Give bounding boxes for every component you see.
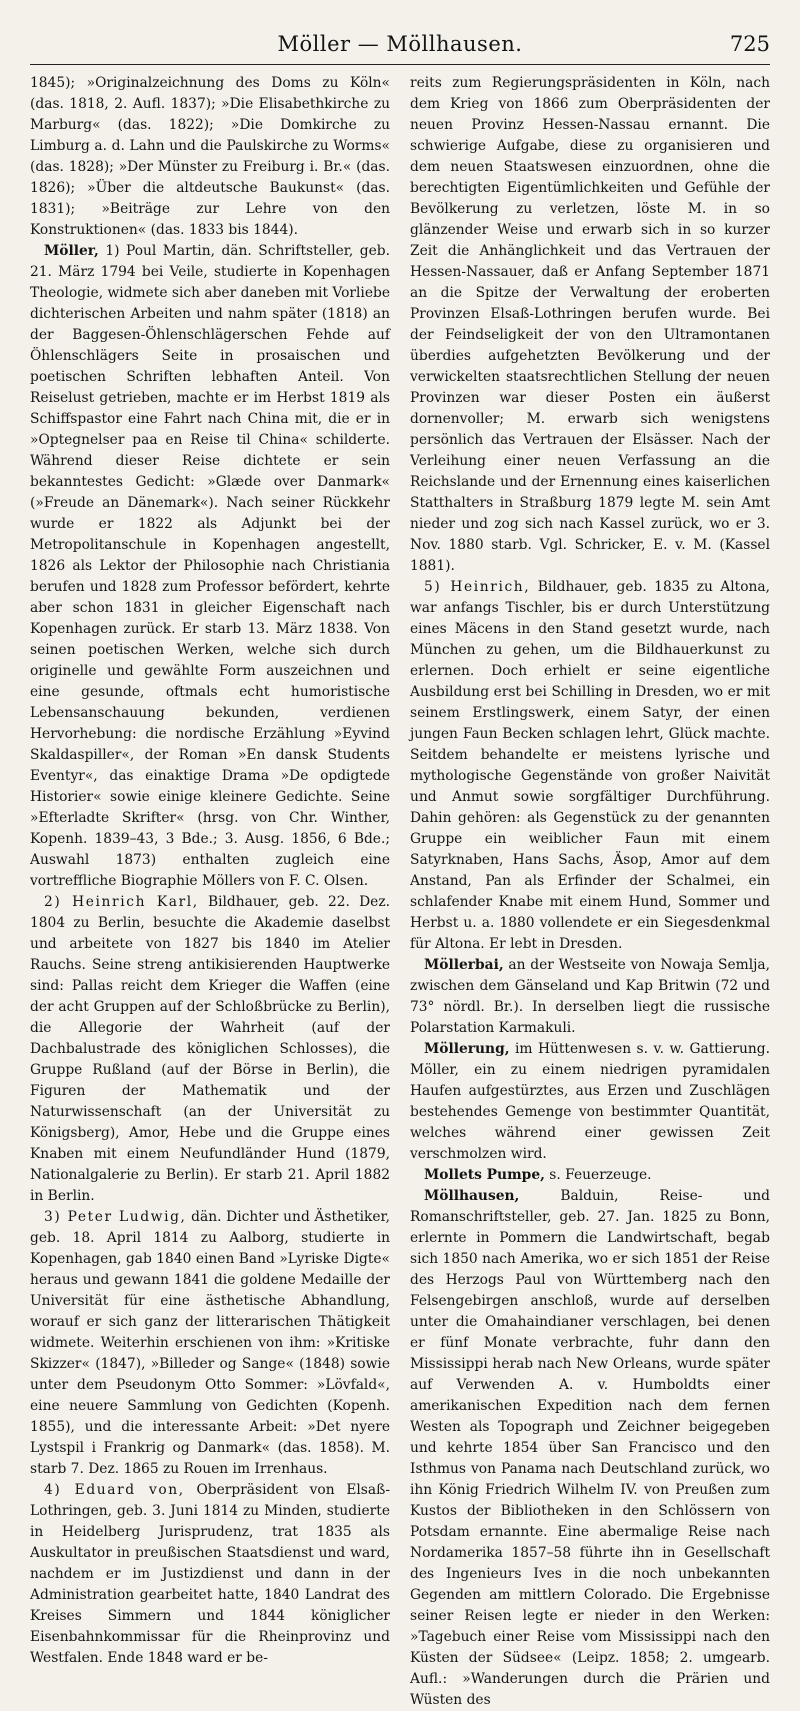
sub-entry-name: 5) Heinrich,: [424, 579, 531, 595]
headword: Möllerbai,: [424, 957, 504, 973]
entry-text: Bildhauer, geb. 1835 zu Altona, war anfangs Tischler, bis er durch Unterstützung eines Mäcens in den Stand gesetzt wurde, nach München zu gehen, um die Bildhauerkunst zu erlernen. Doch erhielt er seine eigentliche Ausbildung erst bei Schilling in Dresden, wo er mit seinem Erstlingswerk, einem Satyr, der einen jungen Faun Becken schlagen lehrt, Glück machte. Seitdem behandelte er meistens lyrische und mythologische Gegenstände von großer Naivität und Anmut sowie sorgfältiger Durchführung. Dahin gehören: als Gegenstück zu der genannten Gruppe ein weiblicher Faun mit einem Satyrknaben, Hans Sachs, Äsop, Amor auf dem Anstand, Pan als Erfinder der Schalmei, ein schlafender Knabe mit einem Hund, Sommer und Herbst u. a. 1880 vollendete er ein Siegesdenkmal für Altona. Er lebt in Dresden.: [410, 579, 770, 952]
entry-text: 1845); »Originalzeichnung des Doms zu Köln« (das. 1818, 2. Aufl. 1837); »Die Elisabethkirche zu Marburg« (das. 1822); »Die Domkirche zu Limburg a. d. Lahn und die Paulskirche zu Worms« (das. 1828); »Der Münster zu Freiburg i. Br.« (das. 1826); »Über die altdeutsche Baukunst« (das. 1831); »Beiträge zur Lehre von den Konstruktionen« (das. 1833 bis 1844).: [30, 75, 390, 238]
page-number: 725: [729, 32, 770, 56]
entry-paragraph: [30, 892, 390, 1207]
headword: Mollets Pumpe,: [424, 1167, 545, 1183]
sub-entry-name: 3) Peter Ludwig,: [44, 1209, 187, 1225]
entry-paragraph: [30, 241, 390, 892]
sub-entry-name: 2) Heinrich Karl,: [44, 894, 199, 910]
page-header: [30, 30, 770, 65]
entry-paragraph: [410, 577, 770, 955]
entry-text: s. Feuerzeuge.: [544, 1167, 652, 1183]
running-head: Möller — Möllhausen.: [277, 32, 523, 56]
headword: Möllhausen,: [424, 1188, 520, 1204]
entry-paragraph: [410, 1186, 770, 1711]
headword: Möller,: [44, 243, 99, 259]
entry-text: dän. Dichter und Ästhetiker, geb. 18. April 1814 zu Aalborg, studierte in Kopenhagen, gab 1840 einen Band »Lyriske Digte« heraus und gewann 1841 die goldene Medaille der Universität für eine ästhetische Abhandlung, worauf er sich ganz der litterarischen Thätigkeit widmete. Weiterhin erschienen von ihm: »Kritiske Skizzer« (1847), »Billeder og Sange« (1848) sowie unter dem Pseudonym Otto Sommer: »Lövfald«, eine neuere Sammlung von Gedichten (Kopenh. 1855), und die interessante Arbeit: »Det nyere Lystspil i Frankrig og Danmark« (das. 1858). M. starb 7. Dez. 1865 zu Rouen im Irrenhaus.: [30, 1209, 391, 1477]
entry-paragraph: [30, 1207, 390, 1480]
entry-text: an der Westseite von Nowaja Semlja, zwischen dem Gänseland und Kap Britwin (72 und 73° nördl. Br.). In derselben liegt die russische Polarstation Karmakuli.: [410, 957, 770, 1036]
entry-text: im Hüttenwesen s. v. w. Gattierung. Möller, ein zu einem niedrigen pyramidalen Haufen aufgestürztes, aus Erzen und Zuschlägen bestehendes Gemenge von bestimmter Quantität, welches während einer gewissen Zeit verschmolzen wird.: [410, 1041, 770, 1162]
entry-paragraph: [410, 1165, 770, 1186]
continued-paragraph: [410, 73, 770, 577]
text-columns: [30, 73, 770, 1711]
headword: Möllerung,: [424, 1041, 510, 1057]
entry-text: 1) Poul Martin, dän. Schriftsteller, geb. 21. März 1794 bei Veile, studierte in Kopenhagen Theologie, widmete sich aber daneben mit Vorliebe dichterischen Arbeiten und nahm später (1818) an der Baggesen-Öhlenschlägerschen Fehde auf Öhlenschlägers Seite in prosaischen und poetischen Schriften lebhaften Anteil. Von Reiselust getrieben, machte er im Herbst 1819 als Schiffspastor eine Fahrt nach China mit, die er in »Optegnelser paa en Reise til China« schilderte. Während dieser Reise dichtete er sein bekanntestes Gedicht: »Glæde over Danmark« (»Freude an Dänemark«). Nach seiner Rückkehr wurde er 1822 als Adjunkt bei der Metropolitanschule in Kopenhagen angestellt, 1826 als Lektor der Philosophie nach Christiania berufen und 1828 zum Professor befördert, kehrte aber schon 1831 in gleicher Eigenschaft nach Kopenhagen zurück. Er starb 13. März 1838. Von seinen poetischen Werken, welche sich durch originelle und gewählte Form auszeichnen und eine gesunde, oftmals echt humoristische Lebensanschauung bekunden, verdienen Hervorhebung: die nordische Erzählung »Eyvind Skaldaspiller«, der Roman »En dansk Students Eventyr«, das einaktige Drama »De opdigtede Historier« sowie einige kleinere Gedichte. Seine »Efterladte Skrifter« (hrsg. von Chr. Winther, Kopenh. 1839–43, 3 Bde.; 3. Ausg. 1856, 6 Bde.; Auswahl 1873) enthalten zugleich eine vortreffliche Biographie Möllers von F. C. Olsen.: [30, 243, 390, 889]
entry-paragraph: [410, 1039, 770, 1165]
entry-text: reits zum Regierungspräsidenten in Köln, nach dem Krieg von 1866 zum Oberpräsidenten der neuen Provinz Hessen-Nassau ernannt. Die schwierige Aufgabe, diese zu organisieren und dem neuen Staatswesen einzuordnen, ohne die berechtigten Eigentümlichkeiten und Gefühle der Bevölkerung zu verletzen, löste M. in so glänzender Weise und erwarb sich in so kurzer Zeit die Anhänglichkeit und das Vertrauen der Hessen-Nassauer, daß er Anfang September 1871 an die Spitze der Verwaltung der eroberten Provinzen Elsaß-Lothringen berufen wurde. Bei der Feindseligkeit der von den Ultramontanen überdies aufgehetzten Bevölkerung und der verwickelten staatsrechtlichen Stellung der neuen Provinzen war dieser Posten ein äußerst dornenvoller; M. erwarb sich wenigstens persönlich das Vertrauen der Elsässer. Nach der Verleihung einer neuen Verfassung an die Reichslande und der Ernennung eines kaiserlichen Statthalters in Straßburg 1879 legte M. sein Amt nieder und zog sich nach Kassel zurück, wo er 3. Nov. 1880 starb. Vgl. Schricker, E. v. M. (Kassel 1881).: [410, 75, 770, 574]
entry-text: Balduin, Reise- und Romanschriftsteller, geb. 27. Jan. 1825 zu Bonn, erlernte in Pommern die Landwirtschaft, begab sich 1850 nach Amerika, wo er sich 1851 der Reise des Herzogs Paul von Württemberg nach den Felsengebirgen anschloß, wurde auf derselben unter die Omahaindianer verschlagen, bei denen er fünf Monate verbrachte, fuhr dann den Mississippi herab nach New Orleans, wurde später auf Verwenden A. v. Humboldts einer amerikanischen Expedition nach dem fernen Westen als Topograph und Zeichner beigegeben und kehrte 1854 über San Francisco und den Isthmus von Panama nach Deutschland zurück, wo ihn König Friedrich Wilhelm IV. von Preußen zum Kustos der Bibliotheken in den Schlössern von Potsdam ernannte. Eine abermalige Reise nach Nordamerika 1857–58 führte ihn in Gesellschaft des Ingenieurs Ives in die noch unbekannten Gegenden am mittlern Colorado. Die Ergebnisse seiner Reisen legte er nieder in den Werken: »Tagebuch einer Reise vom Mississippi nach den Küsten der Südsee« (Leipz. 1858; 2. umgearb. Aufl.: »Wanderungen durch die Prärien und Wüsten des: [410, 1188, 770, 1708]
left-column: [30, 73, 390, 1711]
entry-text: Oberpräsident von Elsaß-Lothringen, geb. 3. Juni 1814 zu Minden, studierte in Heidelberg Jurisprudenz, trat 1835 als Auskultator in preußischen Staatsdienst und ward, nachdem er im Justizdienst und dann in der Administration gearbeitet hatte, 1840 Landrat des Kreises Simmern und 1844 königlicher Eisenbahnkommissar für die Rheinprovinz und Westfalen. Ende 1848 ward er be-: [30, 1482, 390, 1666]
entry-text: Bildhauer, geb. 22. Dez. 1804 zu Berlin, besuchte die Akademie daselbst und arbeitete von 1827 bis 1840 im Atelier Rauchs. Seine streng antikisierenden Hauptwerke sind: Pallas reicht dem Krieger die Waffen (eine der acht Gruppen auf der Schloßbrücke zu Berlin), die Allegorie der Wahrheit (auf der Dachbalustrade des königlichen Schlosses), die Gruppe Rußland (auf der Börse in Berlin), die Figuren der Mathematik und der Naturwissenschaft (an der Universität zu Königsberg), Amor, Hebe und die Gruppe eines Knaben mit einem Neufundländer Hund (1879, Nationalgalerie zu Berlin). Er starb 21. April 1882 in Berlin.: [30, 894, 390, 1204]
right-column: [410, 73, 770, 1711]
sub-entry-name: 4) Eduard von,: [44, 1482, 185, 1498]
entry-paragraph: [410, 955, 770, 1039]
continued-paragraph: [30, 73, 390, 241]
entry-paragraph: [30, 1480, 390, 1669]
